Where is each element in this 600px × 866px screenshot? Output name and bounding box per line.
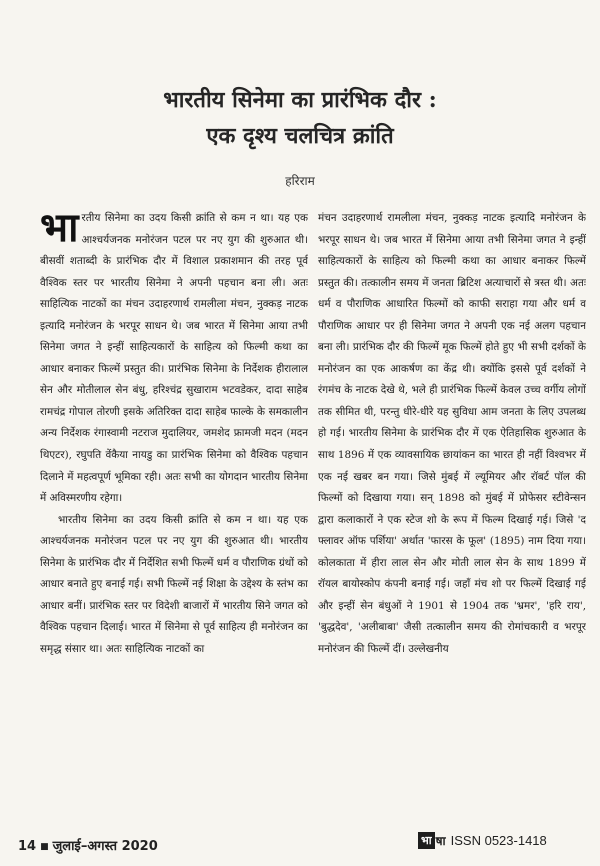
bhasha-logo-mark: भा [418,832,435,849]
left-paragraph-2: भारतीय सिनेमा का उदय किसी क्रांति से कम न था। यह एक आश्चर्यजनक मनोरंजन पटल पर नए युग की शुरुआत थी। भारतीय सिनेमा के प्रारंभिक दौर में निर्देशित सभी फिल्में धर्म व पौराणिक ग्रंथों को आधार बनाते हुए बनाई गई। सभी फिल्में नई शिक्षा के उद्देश्य के स्तंभ का आधार बनीं। प्रारंभिक स्तर पर विदेशी बाजारों में भारतीय सिने जगत को वैश्विक पहचान दिलाई। भारत में सिनेमा से पूर्व साहित्य ही मनोरंजन का समृद्ध संसार था। अतः साहित्यिक नाटकों का [40,513,308,655]
bhasha-logo-text: षा [435,834,446,848]
left-paragraph-1 [40,208,308,510]
right-column [318,208,586,822]
left-paragraph-1-text: रतीय सिनेमा का उदय किसी क्रांति से कम न था। यह एक आश्चर्यजनक मनोरंजन पटल पर नए युग की शुरुआत थी। बीसवीं शताब्दी के प्रारंभिक दौर में विशाल प्रकाशमान की तरह पूर्व वैश्विक स्तर पर भारतीय सिनेमा ने अपनी पहचान बना ली। अतः साहित्यिक नाटकों का मंचन उदाहरणार्थ रामलीला मंचन, नुक्कड़ नाटक इत्यादि मनोरंजन के भरपूर साधन थे। जब भारत में सिनेमा आया तभी सिनेमा जगत ने इन्हीं साहित्यकारों के साहित्य को फिल्मी कथा का आधार बनाकर फिल्में प्रस्तुत की। प्रारंभिक सिनेमा के निर्देशक हीरालाल सेन और मोतीलाल सेन बंधु, हरिश्चंद्र सुखाराम भटवडेकर, दादा साहेब रामचंद्र गोपाल तोरणी इसके अतिरिक्त दादा साहेब फाल्के के समकालीन अन्य निर्देशक रंगास्वामी नटराज मुदालियर, जमशेद फ्रामजी मदन (मदन थिएटर), रघुपति वेंकैया नायडु का प्रारंभिक सिनेमा को वैश्विक पहचान दिलाने में महत्वपूर्ण भूमिका रही। अतः सभी का योगदान भारतीय सिनेमा में अविस्मरणीय रहेगा। [40,212,308,505]
footer-right [418,832,547,849]
issn: ISSN 0523-1418 [450,833,547,848]
footer-left [18,836,158,854]
right-paragraph-1: मंचन उदाहरणार्थ रामलीला मंचन, नुक्कड़ नाटक इत्यादि मनोरंजन के भरपूर साधन थे। जब भारत में सिनेमा आया तभी सिनेमा जगत ने इन्हीं साहित्यकारों के साहित्य को फिल्मी कथा का आधार बनाकर फिल्में प्रस्तुत की। तत्कालीन समय में जनता ब्रिटिश अत्याचारों से त्रस्त थी। अतः धर्म व पौराणिक आधारित फिल्मों को काफी सराहा गया और धर्म व पौराणिक आधार पर ही सिनेमा जगत ने अपनी एक नई अलग पहचान बना ली। प्रारंभिक दौर की फिल्में मूक फिल्में होते हुए भी सभी दर्शकों के मनोरंजन का एक आकर्षण का केंद्र थी। क्योंकि इससे पूर्व दर्शकों ने रंगमंच के नाटक देखे थे, भले ही प्रारंभिक फिल्में केवल उच्च वर्गीय लोगों तक सीमित थी, परन्तु धीरे-धीरे यह सुविधा आम जनता के लिए उपलब्ध हो गई। भारतीय सिनेमा के प्रारंभिक दौर में एक ऐतिहासिक शुरुआत के साथ 1896 में एक व्यावसायिक छायांकन का भारत ही नहीं विश्वभर में एक नई खबर बन गया। जिसे मुंबई में ल्यूमियर और रॉबर्ट पॉल की फिल्मों को दिखाया गया। सन् 1898 को मुंबई में प्रोफेसर स्टीवेन्सन द्वारा कलाकारों ने एक स्टेज शो के रूप में फिल्म दिखाई गई। जिसे 'द फ्लावर ऑफ पर्शिया' अर्थात 'फारस के फूल' (1895) नाम दिया गया। कोलकाता में हीरा लाल सेन और मोती लाल सेन के साथ 1899 में रॉयल बायोस्कोप कंपनी बनाई गई। जहाँ मंच शो पर फिल्में दिखाई गई और इन्हीं सेन बंधुओं ने 1901 से 1904 तक 'भ्रमर', 'हरि राय', 'बुद्धदेव', 'अलीबाबा' जैसी तत्कालीन समय की रोमांचकारी व भरपूर मनोरंजन की फिल्में दीं। उल्लेखनीय [318,212,586,655]
issue-date: जुलाई–अगस्त 2020 [52,839,158,854]
drop-cap: भा [40,208,79,251]
article-title-line-1: भारतीय सिनेमा का प्रारंभिक दौर : [163,87,437,113]
left-column [40,208,308,822]
article-title-line-2: एक दृश्य चलचित्र क्रांति [206,123,394,149]
page-number: 14 [18,839,37,854]
article-author: हरिराम [285,174,315,188]
square-bullet-icon: ■ [40,842,49,852]
